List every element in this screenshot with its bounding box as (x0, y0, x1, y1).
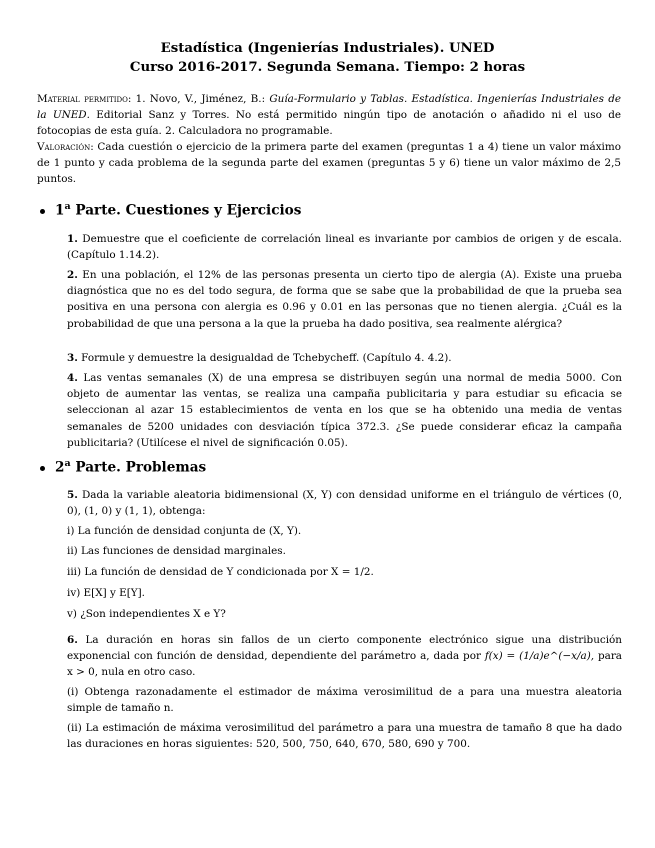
material-label: Material permitido: (37, 93, 132, 105)
problem-6-number: 6. (67, 634, 78, 646)
problem-5-item-iv: iv) E[X] y E[Y]. (67, 587, 145, 599)
question-4-text: Las ventas semanales (X) de una empresa se distribuyen según una normal de media 5000. Con objeto de aumentar las ventas, se realiza una campaña publicitaria y para estudiar su eficacia se seleccionan al azar 15 establecimientos de venta en los que se ha obtenido una media de ventas semanales de 5200 unidades con desviación típica 372.3. ¿Se puede considerar eficaz la campaña publicitaria? (Utilícese el nivel de significación 0.05). (67, 372, 622, 449)
valoracion-paragraph (37, 139, 621, 187)
question-2-number: 2. (67, 269, 78, 281)
question-2 (67, 267, 622, 332)
valoracion-text: Cada cuestión o ejercicio de la primera parte del examen (preguntas 1 a 4) tiene un valor máximo de 1 punto y cada problema de la segunda parte del examen (preguntas 5 y 6) tiene un valor máximo de 2,5 puntos. (37, 141, 621, 185)
part1-title: Parte. Cuestiones y Ejercicios (70, 202, 302, 219)
bullet-icon (40, 209, 45, 214)
problem-6-item-ii: (ii) La estimación de máxima verosimilitud del parámetro a para una muestra de tamaño 8 que ha dado las duraciones en horas siguientes: 520, 500, 750, 640, 670, 580, 690 y 700. (67, 722, 622, 751)
header-line-2: Curso 2016-2017. Segunda Semana. Tiempo: 2 horas (129, 60, 526, 75)
problem-6 (67, 632, 622, 681)
problem-6-item-i: (i) Obtenga razonadamente el estimador de máxima verosimilitud de a para una muestra aleatoria simple de tamaño n. (67, 686, 622, 715)
question-3-text: Formule y demuestre la desigualdad de Tchebycheff. (Capítulo 4. 4.2). (81, 352, 452, 364)
material-paragraph (37, 91, 621, 139)
problem-5-text: Dada la variable aleatoria bidimensional (X, Y) con densidad uniforme en el triángulo de vértices (0, 0), (1, 0) y (1, 1), obtenga: (67, 489, 622, 518)
question-3-number: 3. (67, 352, 78, 364)
question-1-number: 1. (67, 233, 78, 245)
material-text-b: . Editorial Sanz y Torres. No está permitido ningún tipo de anotación o añadido ni el uso de fotocopias de esta guía. 2. Calculadora no programable. (37, 109, 621, 137)
question-4-number: 4. (67, 372, 78, 384)
part1-sup: a (64, 201, 71, 212)
problem-6-text-a: La duración en horas sin fallos de un cierto componente electrónico sigue una distribución exponencial con función de densidad, dependiente del parámetro a, dada por (67, 634, 622, 663)
header-line-1: Estadística (Ingenierías Industriales). UNED (160, 41, 495, 56)
problem-5-item-ii: ii) Las funciones de densidad marginales. (67, 545, 286, 557)
bullet-icon (40, 466, 45, 471)
material-text-a: 1. Novo, V., Jiménez, B.: (131, 93, 270, 105)
exam-header (0, 39, 655, 77)
section-part-2 (40, 458, 206, 476)
question-1 (67, 231, 622, 263)
problem-5 (67, 487, 622, 519)
problem-5-item-i: i) La función de densidad conjunta de (X, Y). (67, 525, 302, 537)
question-4 (67, 370, 622, 451)
material-book-title: Guía-Formulario y Tablas. Estadística. Ingenierías Industriales de la UNED (37, 93, 622, 121)
question-3 (67, 350, 622, 366)
valoracion-label: Valoración: (37, 141, 94, 153)
question-1-text: Demuestre que el coeficiente de correlación lineal es invariante por cambios de origen y de escala. (Capítulo 1.14.2). (67, 233, 622, 262)
question-2-text: En una población, el 12% de las personas presenta un cierto tipo de alergia (A). Existe una prueba diagnóstica que no es del todo segura, de forma que se sabe que la probabilidad de que la prueba sea positiva en una persona con alergia es 0.96 y 0.01 en las personas que no tienen alergia. ¿Cuál es la probabilidad de que una persona a la que la prueba ha dado positiva, sea realmente alérgica? (67, 269, 622, 330)
problem-5-item-v: v) ¿Son independientes X e Y? (67, 608, 226, 620)
problem-6-text-b: para x > 0, nula en otro caso. (67, 650, 622, 679)
problem-6-formula: f(x) = (1/a)e^(−x/a), (484, 650, 595, 663)
part2-title: Parte. Problemas (70, 459, 207, 476)
problem-5-number: 5. (67, 489, 78, 501)
part2-sup: a (64, 458, 71, 469)
part2-num: 2 (55, 459, 65, 476)
problem-5-item-iii: iii) La función de densidad de Y condicionada por X = 1/2. (67, 566, 374, 578)
part1-num: 1 (55, 202, 65, 219)
section-part-1 (40, 201, 301, 219)
